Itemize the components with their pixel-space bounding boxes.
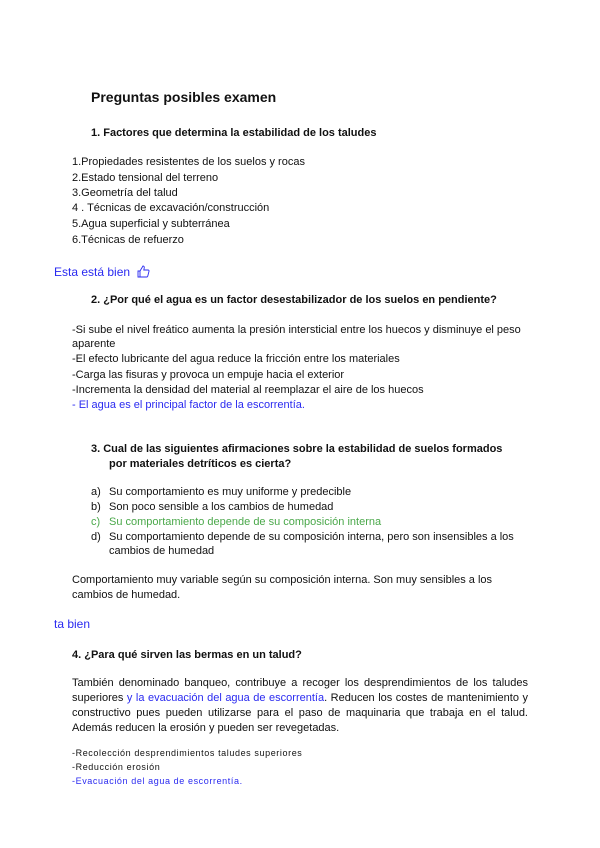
- comment-q1: [54, 264, 150, 282]
- list-item: 1.Propiedades resistentes de los suelos y rocas: [72, 156, 305, 168]
- bullet: -Reducción erosión: [72, 762, 161, 772]
- answer-line-added: - El agua es el principal factor de la escorrentía.: [72, 399, 305, 411]
- q3-heading: 3. Cual de las siguientes afirmaciones sobre la estabilidad de suelos formados: [91, 443, 503, 455]
- answer-line: aparente: [72, 338, 116, 350]
- list-item: 6.Técnicas de refuerzo: [72, 234, 184, 246]
- option-d-cont: cambios de humedad: [109, 545, 215, 557]
- q4-heading: 4. ¿Para qué sirven las bermas en un talud?: [72, 649, 302, 661]
- q3-answer: Comportamiento muy variable según su composición interna. Son muy sensibles a los: [72, 574, 493, 586]
- list-item: 2.Estado tensional del terreno: [72, 172, 219, 184]
- q1-heading: 1. Factores que determina la estabilidad de los taludes: [91, 127, 377, 139]
- list-item: 5.Agua superficial y subterránea: [72, 218, 230, 230]
- option-a: a) Su comportamiento es muy uniforme y predecible: [91, 486, 352, 498]
- option-b: b) Son poco sensible a los cambios de humedad: [91, 501, 334, 513]
- thumbs-up-icon: [136, 264, 150, 282]
- q3-heading-cont: por materiales detríticos es cierta?: [109, 458, 292, 470]
- list-item: 3.Geometría del talud: [72, 187, 178, 199]
- option-c: c) Su comportamiento depende de su composición interna: [91, 516, 382, 528]
- list-item: 4 . Técnicas de excavación/construcción: [72, 202, 270, 214]
- answer-line: -El efecto lubricante del agua reduce la fricción entre los materiales: [72, 353, 400, 365]
- page-title: Preguntas posibles examen: [91, 89, 277, 105]
- bullet: -Recolección desprendimientos taludes superiores: [72, 748, 303, 758]
- q4-paragraph: También denominado banqueo, contribuye a recoger los desprendimientos de los taludes superiores y la evacuación del agua de escorrentía. Reducen los costes de mantenimiento y constructivo pues pueden utilizarse para el paso de maquinaria que trabaja en el talud. Además reducen la erosión y pueden ser revegetadas.: [72, 677, 528, 734]
- answer-line: -Si sube el nivel freático aumenta la presión intersticial entre los huecos y disminuye el peso: [72, 324, 521, 336]
- q2-heading: 2. ¿Por qué el agua es un factor desestabilizador de los suelos en pendiente?: [91, 294, 497, 306]
- comment-q3: ta bien: [54, 617, 91, 631]
- answer-line: -Carga las fisuras y provoca un empuje hacia el exterior: [72, 369, 345, 381]
- bullet-added: -Evacuación del agua de escorrentía.: [72, 776, 243, 786]
- answer-line: -Incrementa la densidad del material al reemplazar el aire de los huecos: [72, 384, 424, 396]
- q3-answer-cont: cambios de humedad.: [72, 589, 181, 601]
- comment-text: Esta está bien: [54, 265, 131, 280]
- option-d: d) Su comportamiento depende de su composición interna, pero son insensibles a los: [91, 531, 514, 543]
